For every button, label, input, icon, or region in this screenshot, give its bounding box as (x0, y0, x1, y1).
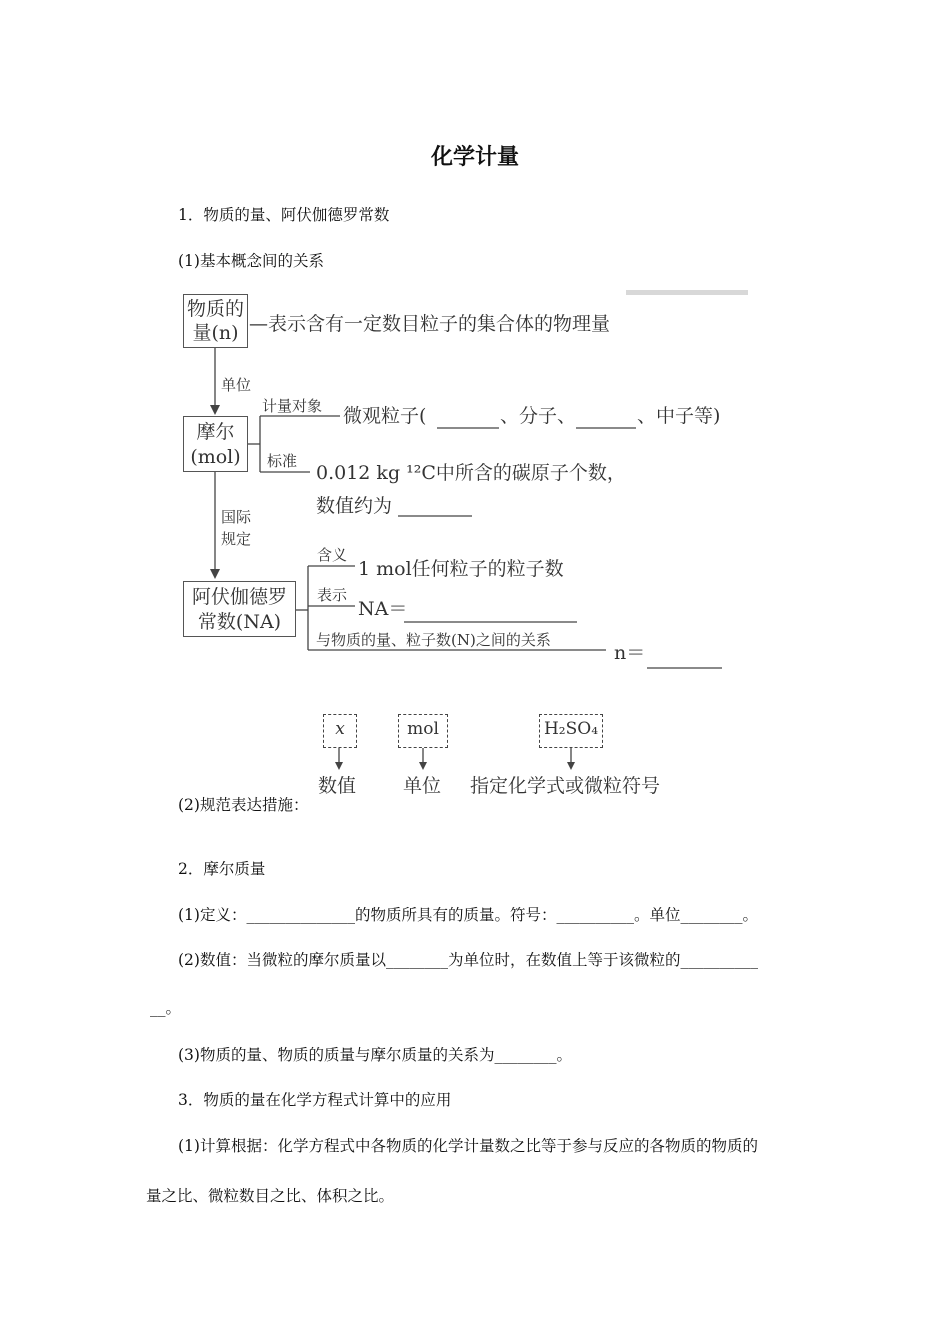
section2-definition: (1)定义：______________的物质所具有的质量。符号：__________。单位________。 (178, 906, 758, 924)
avogadro-meaning-text: 1 mol任何粒子的粒子数 (358, 558, 564, 580)
mole-standard-text: 0.012 kg ¹²C中所含的碳原子个数， (316, 462, 626, 484)
notation-box-unit: mol (398, 714, 448, 748)
concept-box-avogadro (183, 581, 296, 637)
section3-basis-line2: 量之比、微粒数目之比、体积之比。 (146, 1187, 395, 1205)
notation-label-value: 数值 (318, 775, 357, 797)
box-mole-line1: 摩尔 (196, 421, 235, 443)
box-avogadro-line2: 常数(NA) (197, 611, 282, 633)
section2-relation: (3)物质的量、物质的质量与摩尔质量的关系为________。 (178, 1046, 572, 1064)
box-amount-line1: 物质的 (186, 298, 244, 320)
amount-description: —表示含有一定数目粒子的集合体的物理量 (249, 313, 611, 335)
box-avogadro-line1: 阿伏伽德罗 (191, 586, 287, 608)
concept-box-amount (183, 294, 248, 348)
mole-object-text-a: 微观粒子( (343, 405, 427, 427)
section2-heading: 2．摩尔质量 (178, 860, 266, 878)
box-mole-line2: (mol) (190, 446, 241, 468)
section1-heading: 1．物质的量、阿伏伽德罗常数 (178, 206, 390, 224)
notation-box-formula: H₂SO₄ (539, 714, 603, 748)
mole-object-label: 计量对象 (262, 397, 323, 415)
section1-sub1: (1)基本概念间的关系 (178, 252, 324, 270)
mole-object-text-c: 、中子等) (637, 405, 721, 427)
section3-heading: 3．物质的量在化学方程式计算中的应用 (178, 1091, 452, 1109)
section1-sub2: (2)规范表达措施： (178, 796, 309, 814)
section3-basis-line1: (1)计算根据：化学方程式中各物质的化学计量数之比等于参与反应的各物质的物质的 (178, 1137, 758, 1155)
avogadro-express-label: 表示 (317, 586, 348, 604)
notation-label-formula: 指定化学式或微粒符号 (470, 775, 661, 797)
notation-label-unit: 单位 (403, 775, 442, 797)
mole-object-text-b: 、分子、 (500, 405, 577, 427)
arrow-label-intl-2: 规定 (221, 530, 252, 548)
page-title: 化学计量 (430, 145, 519, 170)
mole-standard-text2: 数值约为 (316, 495, 393, 517)
avogadro-meaning-label: 含义 (317, 546, 348, 564)
avogadro-express-text: NA＝ (358, 598, 408, 620)
box-amount-line2: 量(n) (192, 322, 239, 344)
concept-box-mole (183, 416, 248, 472)
arrow-label-unit: 单位 (221, 376, 252, 394)
avogadro-relation-label: 与物质的量、粒子数(N)之间的关系 (316, 631, 551, 649)
mole-standard-label: 标准 (267, 452, 298, 470)
avogadro-relation-text: n＝ (614, 642, 646, 664)
notation-box-value: x (323, 714, 357, 748)
arrow-label-intl-1: 国际 (221, 508, 252, 526)
section2-value-line1: (2)数值：当微粒的摩尔质量以________为单位时，在数值上等于该微粒的__________ (178, 951, 758, 969)
section2-value-line2: __。 (150, 999, 182, 1017)
